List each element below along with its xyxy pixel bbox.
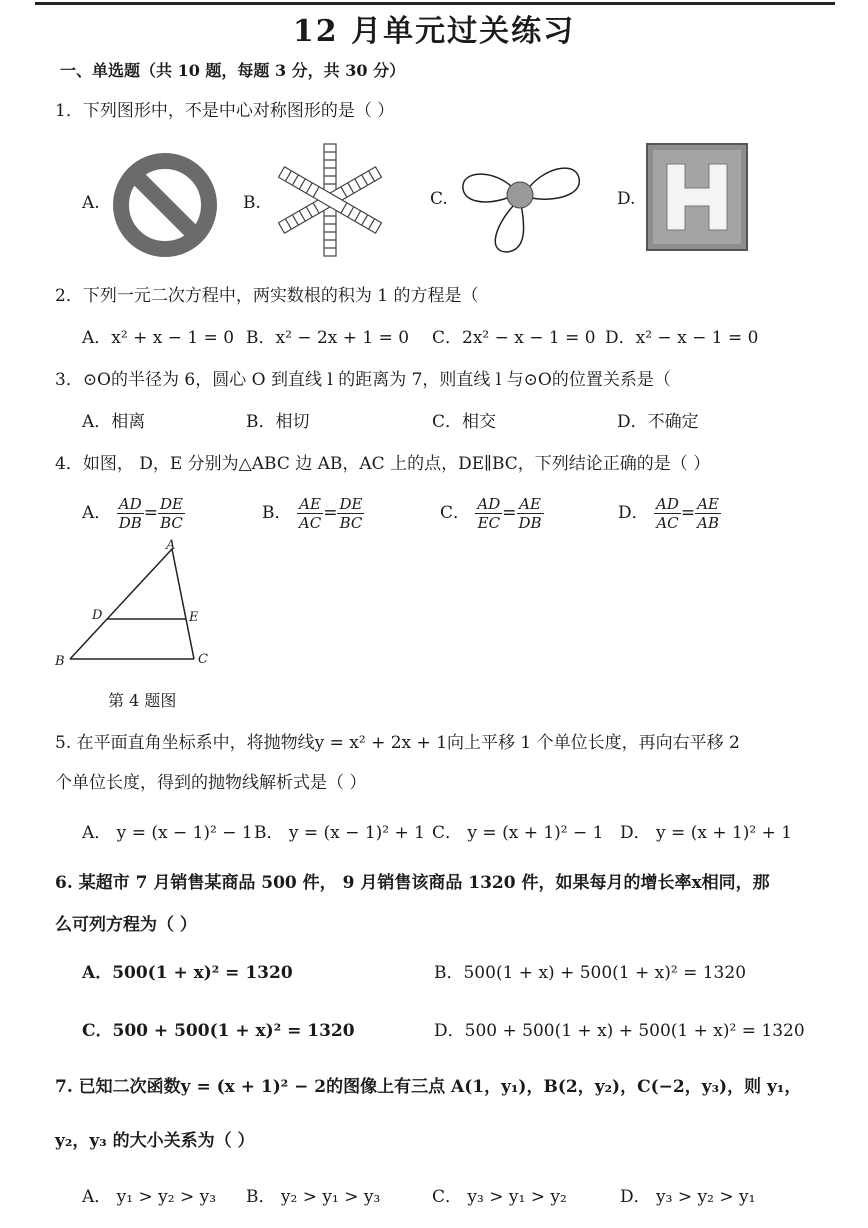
q6-option-c: C．500 + 500(1 + x)² = 1320	[82, 1021, 355, 1041]
q3-option-a: A．相离	[82, 412, 146, 432]
point-d-label: D	[92, 608, 103, 623]
q3-stem: 3．⊙O的半径为 6，圆心 O 到直线 l 的距离为 7，则直线 l 与⊙O的位置关系是（	[55, 370, 671, 390]
q5-option-b: B． y = (x − 1)² + 1	[254, 823, 425, 843]
q5-stem-line2: 个单位长度，得到的抛物线解析式是（ ）	[55, 773, 367, 793]
q7-stem-line1: 7. 已知二次函数y = (x + 1)² − 2的图像上有三点 A(1，y₁)，B(2，y₂)，C(−2，y₃)，则 y₁，	[55, 1077, 802, 1097]
point-a-label: A	[166, 538, 176, 553]
h-tile-icon	[645, 142, 749, 252]
q2-option-d: D．x² − x − 1 = 0	[605, 328, 759, 348]
q6-stem-line1: 6. 某超市 7 月销售某商品 500 件， 9 月销售该商品 1320 件，如果每月的增长率x相同，那	[55, 873, 770, 893]
q1-label-b: B.	[243, 193, 261, 213]
q4-option-a: A． $\frac{AD}{DB}$ = $\frac{DE}{BC}$	[82, 495, 183, 532]
page-title: 12 月单元过关练习	[292, 14, 576, 49]
figure-caption: 第 4 题图	[108, 691, 177, 710]
q1-label-c: C.	[430, 189, 448, 209]
q7-option-d: D． y₃ > y₂ > y₁	[620, 1187, 756, 1207]
q7-stem-line2: y₂，y₃ 的大小关系为（ ）	[55, 1131, 255, 1151]
point-e-label: E	[189, 610, 199, 625]
q2-stem: 2．下列一元二次方程中，两实数根的积为 1 的方程是（	[55, 286, 479, 306]
q3-option-d: D．不确定	[617, 412, 699, 432]
snowflake-ladder-icon	[270, 140, 390, 260]
q2-option-b: B．x² − 2x + 1 = 0	[246, 328, 410, 348]
q4-option-d: D． $\frac{AD}{AC}$ = $\frac{AE}{AB}$	[618, 495, 720, 532]
q3-option-c: C．相交	[432, 412, 497, 432]
q6-stem-line2: 么可列方程为（ ）	[55, 915, 197, 935]
point-c-label: C	[198, 652, 208, 667]
q6-option-d: D．500 + 500(1 + x) + 500(1 + x)² = 1320	[434, 1021, 805, 1041]
q1-label-a: A.	[82, 193, 100, 213]
q1-label-d: D.	[617, 189, 636, 209]
triangle-figure	[50, 535, 220, 675]
q5-stem-line1: 5. 在平面直角坐标系中，将抛物线y = x² + 2x + 1向上平移 1 个单位长度，再向右平移 2	[55, 733, 740, 753]
q4-option-b: B． $\frac{AE}{AC}$ = $\frac{DE}{BC}$	[262, 495, 363, 532]
q5-option-d: D． y = (x + 1)² + 1	[620, 823, 793, 843]
q5-option-c: C． y = (x + 1)² − 1	[432, 823, 604, 843]
q4-option-c: C． $\frac{AD}{EC}$ = $\frac{AE}{DB}$	[440, 495, 542, 532]
top-rule	[35, 2, 835, 5]
q5-option-a: A． y = (x − 1)² − 1	[82, 823, 253, 843]
q2-option-a: A．x² + x − 1 = 0	[82, 328, 235, 348]
q4-stem: 4．如图， D，E 分别为△ABC 边 AB，AC 上的点，DE∥BC，下列结论正确的是（ ）	[55, 454, 711, 474]
q6-option-b: B．500(1 + x) + 500(1 + x)² = 1320	[434, 963, 747, 983]
q2-option-c: C．2x² − x − 1 = 0	[432, 328, 596, 348]
q7-option-c: C． y₃ > y₁ > y₂	[432, 1187, 567, 1207]
section-heading: 一、单选题（共 10 题，每题 3 分，共 30 分）	[60, 61, 406, 80]
q1-stem: 1．下列图形中，不是中心对称图形的是（ ）	[55, 101, 395, 121]
point-b-label: B	[55, 654, 65, 669]
q3-option-b: B．相切	[246, 412, 310, 432]
q6-option-a: A．500(1 + x)² = 1320	[82, 963, 293, 983]
fan-icon	[455, 140, 585, 260]
q7-option-b: B． y₂ > y₁ > y₃	[246, 1187, 381, 1207]
no-sign-icon	[110, 150, 220, 260]
q7-option-a: A． y₁ > y₂ > y₃	[82, 1187, 217, 1207]
